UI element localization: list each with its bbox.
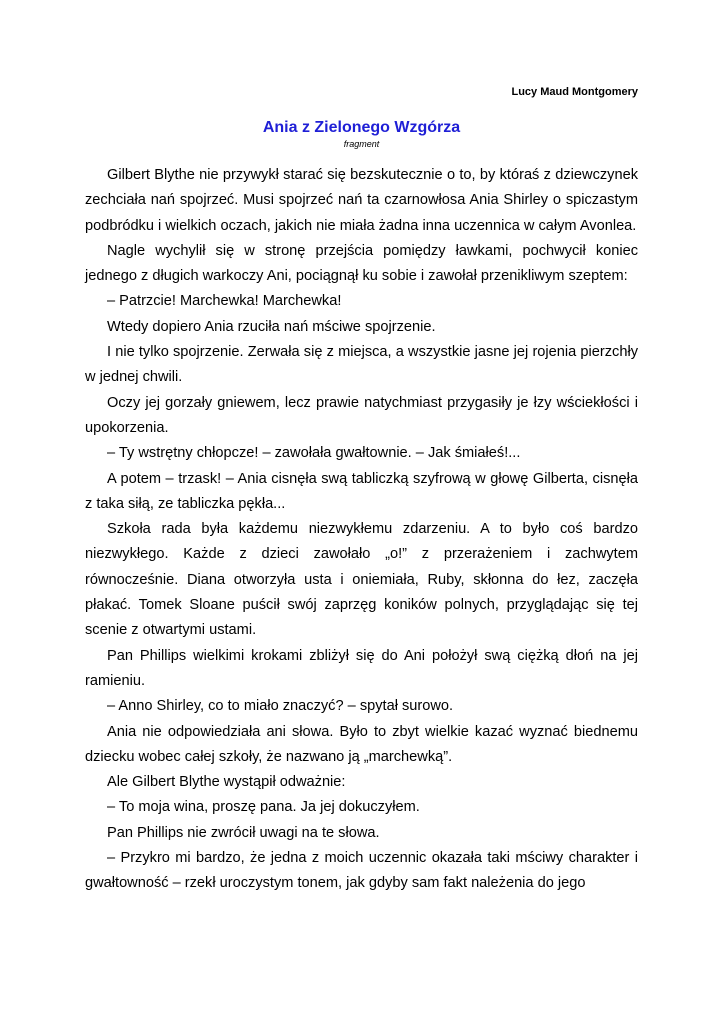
paragraph: – Patrzcie! Marchewka! Marchewka!	[107, 293, 342, 310]
document-subtitle: fragment	[343, 139, 380, 149]
paragraph: Gilbert Blythe nie przywykł starać się bezskutecznie o to, by któraś z dziewczynek zechciała nań spojrzeć. Musi spojrzeć nań ta czarnowłosa Ania Shirley o spiczastym podbródku i wielkich oczach, jakich nie miała żadna inna uczennica w całym Avonlea.	[85, 167, 638, 234]
paragraph: Ale Gilbert Blythe wystąpił odważnie:	[107, 774, 346, 791]
paragraph: Szkoła rada była każdemu niezwykłemu zdarzeniu. A to było coś bardzo niezwykłego. Każde z dzieci zawołało „o!” z przerażeniem i zachwytem równocześnie. Diana otworzyła usta i oniemiała, Ruby, skłonna do łez, zaczęła płakać. Tomek Sloane puścił swój zaprzęg koników polnych, przyglądając się tej scenie z otwartymi ustami.	[85, 521, 638, 639]
paragraph: – To moja wina, proszę pana. Ja jej dokuczyłem.	[107, 799, 420, 816]
author-name: Lucy Maud Montgomery	[511, 86, 638, 98]
paragraph: Pan Phillips nie zwrócił uwagi na te słowa.	[107, 824, 380, 841]
paragraph: – Anno Shirley, co to miało znaczyć? – spytał surowo.	[107, 698, 454, 715]
paragraph: Ania nie odpowiedziała ani słowa. Było to zbyt wielkie kazać wyznać biednemu dziecku wobec całej szkoły, że nazwano ją „marchewką”.	[85, 723, 638, 765]
paragraph: A potem – trzask! – Ania cisnęła swą tabliczką szyfrową w głowę Gilberta, cisnęła z taka siłą, ze tabliczka pękła...	[85, 470, 638, 512]
document-title: Ania z Zielonego Wzgórza	[262, 119, 461, 136]
paragraph: Oczy jej gorzały gniewem, lecz prawie natychmiast przygasiły je łzy wściekłości i upokorzenia.	[85, 394, 638, 436]
paragraph: Pan Phillips wielkimi krokami zbliżył się do Ani położył swą ciężką dłoń na jej ramieniu.	[85, 647, 638, 689]
body-text	[85, 163, 638, 897]
paragraph: – Ty wstrętny chłopcze! – zawołała gwałtownie. – Jak śmiałeś!...	[107, 445, 521, 462]
paragraph: – Przykro mi bardzo, że jedna z moich uczennic okazała taki mściwy charakter i gwałtowność – rzekł uroczystym tonem, jak gdyby sam fakt należenia do jego	[85, 850, 638, 892]
paragraph: Wtedy dopiero Ania rzuciła nań mściwe spojrzenie.	[107, 318, 436, 335]
paragraph: Nagle wychylił się w stronę przejścia pomiędzy ławkami, pochwycił koniec jednego z długich warkoczy Ani, pociągnął ku sobie i zawołał przenikliwym szeptem:	[85, 242, 638, 285]
paragraph: I nie tylko spojrzenie. Zerwała się z miejsca, a wszystkie jasne jej rojenia pierzchły w jednej chwili.	[85, 344, 638, 386]
